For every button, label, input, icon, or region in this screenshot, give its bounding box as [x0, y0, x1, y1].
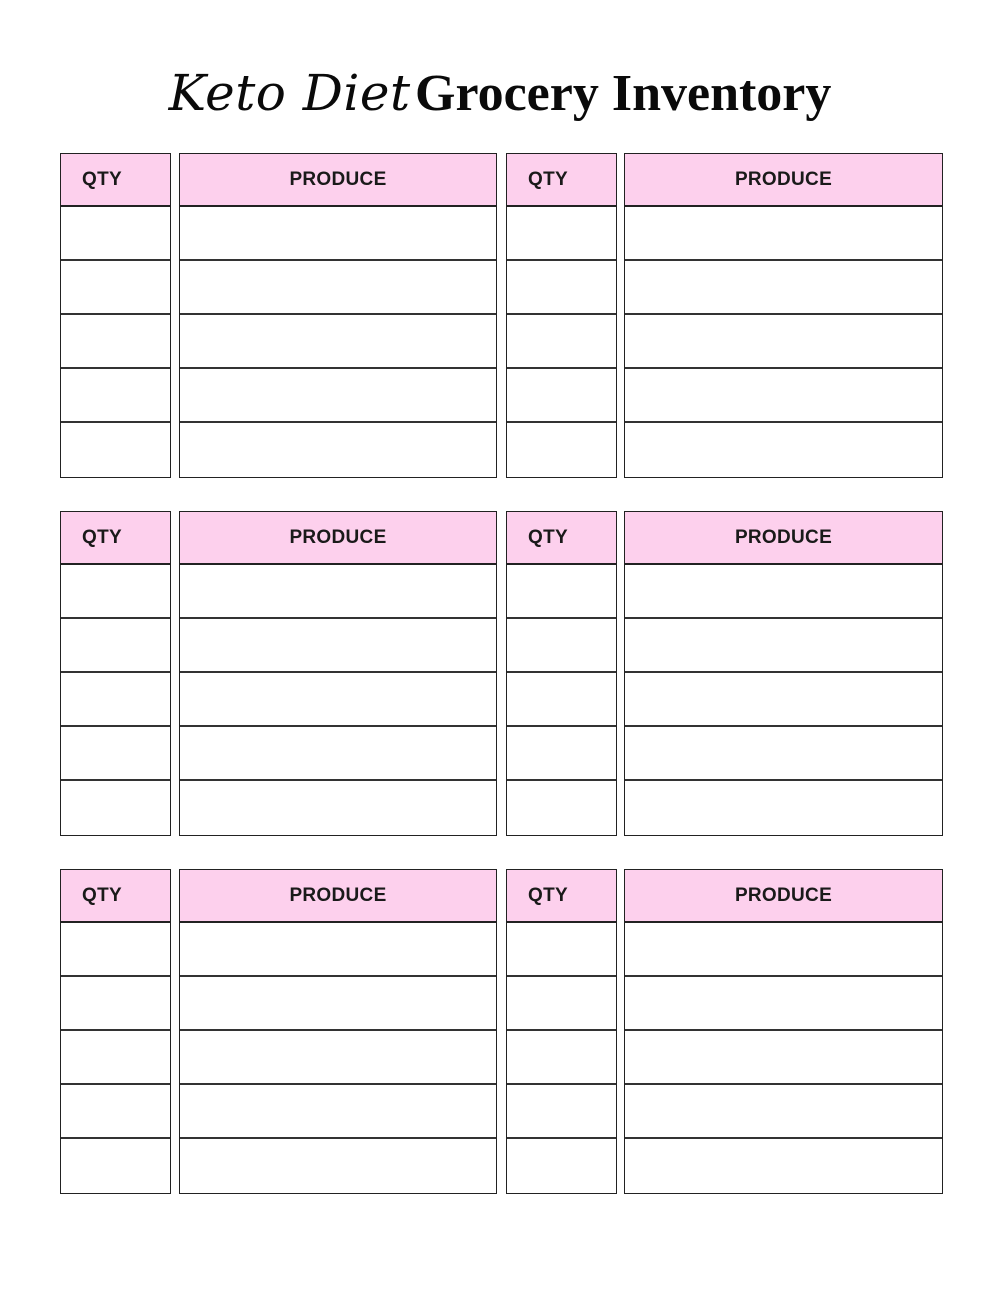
produce-cell[interactable]: [180, 1139, 496, 1193]
produce-cell[interactable]: [625, 261, 942, 315]
qty-cell[interactable]: [61, 781, 170, 835]
produce-cell[interactable]: [180, 781, 496, 835]
qty-cell[interactable]: [61, 315, 170, 369]
produce-cell[interactable]: [180, 261, 496, 315]
produce-header: PRODUCE: [625, 512, 942, 565]
produce-cell[interactable]: [625, 1031, 942, 1085]
qty-cell[interactable]: [61, 1085, 170, 1139]
produce-cell[interactable]: [180, 369, 496, 423]
produce-cell[interactable]: [625, 923, 942, 977]
qty-column: [506, 153, 617, 478]
produce-header: PRODUCE: [180, 512, 496, 565]
produce-cell[interactable]: [625, 423, 942, 477]
qty-cell[interactable]: [61, 619, 170, 673]
produce-cell[interactable]: [180, 1085, 496, 1139]
produce-column: [624, 153, 943, 478]
qty-cell[interactable]: [507, 781, 616, 835]
qty-cell[interactable]: [61, 1031, 170, 1085]
qty-cell[interactable]: [61, 565, 170, 619]
qty-column: [506, 869, 617, 1194]
qty-header: QTY: [61, 154, 170, 207]
qty-cell[interactable]: [61, 369, 170, 423]
qty-cell[interactable]: [507, 923, 616, 977]
qty-header: QTY: [507, 154, 616, 207]
produce-cell[interactable]: [180, 619, 496, 673]
produce-cell[interactable]: [180, 673, 496, 727]
qty-cell[interactable]: [61, 423, 170, 477]
qty-cell[interactable]: [507, 207, 616, 261]
produce-cell[interactable]: [625, 619, 942, 673]
qty-cell[interactable]: [61, 673, 170, 727]
produce-cell[interactable]: [625, 673, 942, 727]
qty-cell[interactable]: [507, 1139, 616, 1193]
produce-cell[interactable]: [625, 1139, 942, 1193]
qty-cell[interactable]: [507, 619, 616, 673]
produce-column: [624, 511, 943, 836]
qty-cell[interactable]: [507, 261, 616, 315]
qty-cell[interactable]: [507, 565, 616, 619]
produce-cell[interactable]: [625, 369, 942, 423]
produce-column: [179, 511, 497, 836]
produce-cell[interactable]: [180, 207, 496, 261]
produce-cell[interactable]: [625, 1085, 942, 1139]
qty-cell[interactable]: [507, 1085, 616, 1139]
produce-column: [624, 869, 943, 1194]
qty-cell[interactable]: [61, 977, 170, 1031]
page-title-script: Keto Diet: [168, 64, 411, 122]
produce-cell[interactable]: [625, 977, 942, 1031]
produce-cell[interactable]: [180, 977, 496, 1031]
produce-cell[interactable]: [180, 727, 496, 781]
produce-header: PRODUCE: [180, 154, 496, 207]
qty-cell[interactable]: [61, 923, 170, 977]
qty-cell[interactable]: [507, 977, 616, 1031]
qty-header: QTY: [61, 512, 170, 565]
produce-cell[interactable]: [625, 565, 942, 619]
qty-cell[interactable]: [61, 727, 170, 781]
produce-cell[interactable]: [625, 727, 942, 781]
produce-cell[interactable]: [180, 423, 496, 477]
qty-cell[interactable]: [507, 727, 616, 781]
qty-cell[interactable]: [507, 369, 616, 423]
qty-column: [506, 511, 617, 836]
produce-cell[interactable]: [180, 1031, 496, 1085]
produce-cell[interactable]: [625, 781, 942, 835]
produce-header: PRODUCE: [625, 154, 942, 207]
produce-header: PRODUCE: [180, 870, 496, 923]
qty-cell[interactable]: [507, 1031, 616, 1085]
qty-header: QTY: [507, 870, 616, 923]
page-title-bold: Grocery Inventory: [415, 65, 832, 122]
produce-column: [179, 869, 497, 1194]
page-title: [0, 64, 1000, 123]
produce-column: [179, 153, 497, 478]
produce-cell[interactable]: [625, 207, 942, 261]
qty-cell[interactable]: [507, 423, 616, 477]
qty-cell[interactable]: [61, 1139, 170, 1193]
qty-cell[interactable]: [61, 261, 170, 315]
produce-cell[interactable]: [625, 315, 942, 369]
qty-cell[interactable]: [507, 673, 616, 727]
produce-cell[interactable]: [180, 315, 496, 369]
qty-header: QTY: [61, 870, 170, 923]
qty-cell[interactable]: [61, 207, 170, 261]
qty-cell[interactable]: [507, 315, 616, 369]
qty-header: QTY: [507, 512, 616, 565]
produce-cell[interactable]: [180, 923, 496, 977]
produce-header: PRODUCE: [625, 870, 942, 923]
qty-column: [60, 869, 171, 1194]
qty-column: [60, 153, 171, 478]
qty-column: [60, 511, 171, 836]
produce-cell[interactable]: [180, 565, 496, 619]
